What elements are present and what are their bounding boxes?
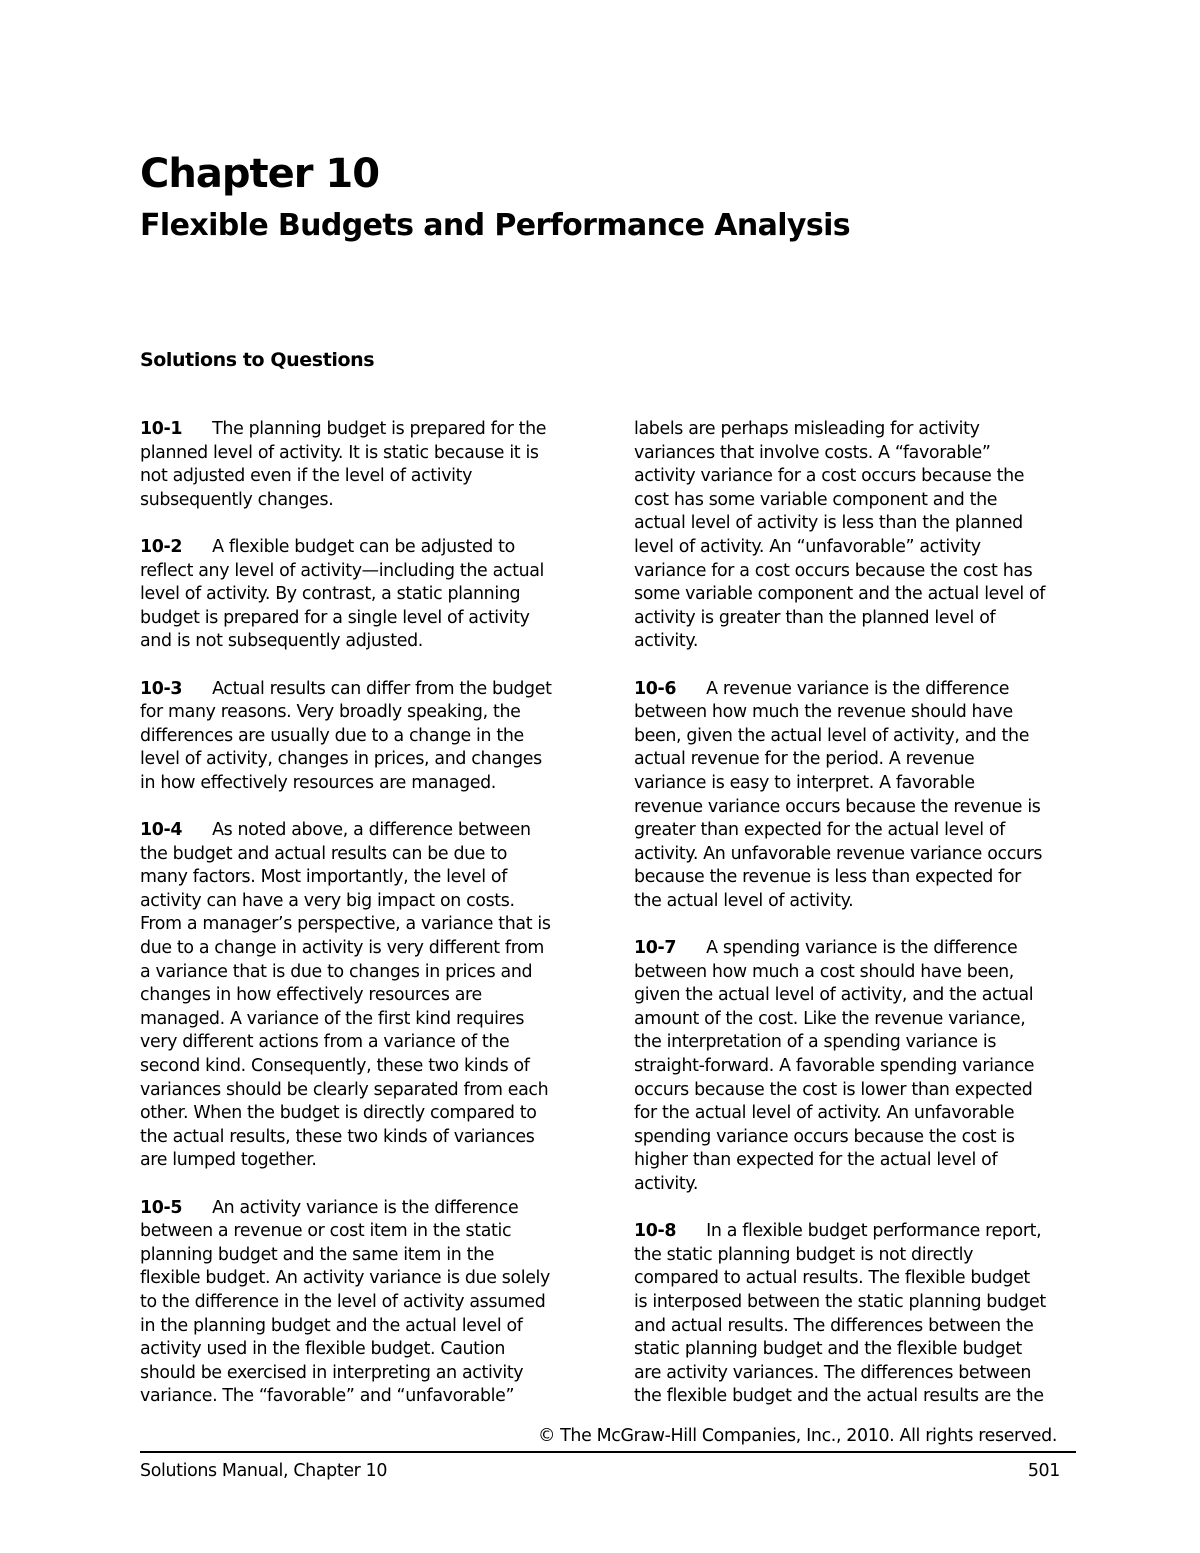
question-number: 10-5 [140, 1197, 183, 1218]
left-column [140, 418, 570, 1433]
question-number: 10-3 [140, 678, 183, 699]
question-10-8 [634, 1220, 1066, 1409]
footer-manual-title: Solutions Manual, Chapter 10 [140, 1461, 388, 1481]
chapter-subtitle: Flexible Budgets and Performance Analysis [140, 208, 851, 243]
answer-text: As noted above, a difference between the budget and actual results can be due to many factors. Most importantly, the level of activity can have a very big impact on costs. From a manager’s perspective, a variance that is due to a change in activity is very different from a variance that is due to changes in prices and changes in how effectively resources are managed. A variance of the first kind requires very different actions from a variance of the second kind. Consequently, these two kinds of variances should be clearly separated from each other. When the budget is directly compared to the actual results, these two kinds of variances are lumped together. [140, 820, 551, 1171]
answer-text: The planning budget is prepared for the planned level of activity. It is static because it is not adjusted even if the level of activity subsequently changes. [140, 419, 547, 510]
question-number: 10-6 [634, 678, 677, 699]
chapter-title: Chapter 10 [140, 151, 380, 197]
question-10-6 [634, 678, 1066, 914]
footer-divider [140, 1451, 1076, 1453]
question-10-7 [634, 937, 1066, 1197]
answer-text: labels are perhaps misleading for activity variances that involve costs. A “favorable” activity variance for a cost occurs because the cost has some variable component and the actual level of activity is less than the planned level of activity. An “unfavorable” activity variance for a cost occurs because the cost has some variable component and the actual level of activity is greater than the planned level of activity. [634, 419, 1046, 652]
answer-text: A flexible budget can be adjusted to reflect any level of activity—including the actual level of activity. By contrast, a static planning budget is prepared for a single level of activity and is not subsequently adjusted. [140, 536, 545, 652]
question-10-4 [140, 819, 570, 1173]
right-column [634, 418, 1066, 1433]
page-number: 501 [1027, 1461, 1060, 1481]
answer-text: An activity variance is the difference between a revenue or cost item in the static planning budget and the same item in the flexible budget. An activity variance is due solely to the difference in the level of activity assumed in the planning budget and the actual level of activity used in the flexible budget. Caution should be exercised in interpreting an activity variance. The “favorable” and “unfavorable” [140, 1197, 550, 1407]
question-10-5 [140, 1197, 570, 1409]
question-10-5-continued [634, 418, 1066, 654]
section-heading: Solutions to Questions [140, 349, 375, 371]
question-number: 10-4 [140, 820, 183, 841]
answer-text: A spending variance is the difference between how much a cost should have been, given the actual level of activity, and the actual amount of the cost. Like the revenue variance, the interpretation of a spending variance is straight-forward. A favorable spending variance occurs because the cost is lower than expected for the actual level of activity. An unfavorable spending variance occurs because the cost is higher than expected for the actual level of activity. [634, 938, 1035, 1194]
question-10-2 [140, 536, 570, 654]
question-number: 10-2 [140, 536, 183, 557]
question-10-1 [140, 418, 570, 512]
answer-text: In a flexible budget performance report, the static planning budget is not directly compared to actual results. The flexible budget is interposed between the static planning budget and actual results. The differences between the static planning budget and the flexible budget are activity variances. The differences between the flexible budget and the actual results are the [634, 1221, 1046, 1407]
answer-text: Actual results can differ from the budget for many reasons. Very broadly speaking, the differences are usually due to a change in the level of activity, changes in prices, and changes in how effectively resources are managed. [140, 678, 552, 793]
question-number: 10-7 [634, 938, 677, 959]
question-10-3 [140, 678, 570, 796]
question-number: 10-8 [634, 1221, 677, 1242]
question-number: 10-1 [140, 419, 183, 439]
copyright-notice: © The McGraw-Hill Companies, Inc., 2010. All rights reserved. [537, 1426, 1057, 1446]
answer-text: A revenue variance is the difference between how much the revenue should have been, given the actual level of activity, and the actual revenue for the period. A revenue variance is easy to interpret. A favorable revenue variance occurs because the revenue is greater than expected for the actual level of activity. An unfavorable revenue variance occurs because the revenue is less than expected for the actual level of activity. [634, 678, 1043, 911]
